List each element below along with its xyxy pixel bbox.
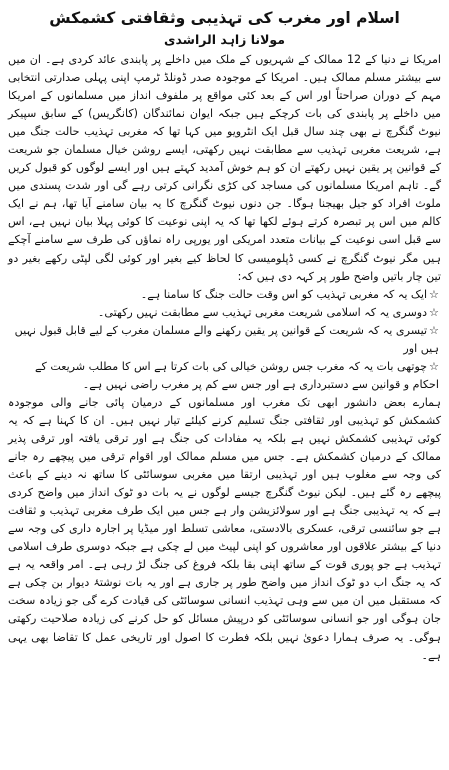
list-item-text: ایک یہ کہ مغربی تہذیب کو اس وقت حالت جنگ کا سامنا ہے۔ [140, 287, 428, 301]
author-name: مولانا زاہد الراشدی [163, 32, 285, 47]
paragraph-intro: امریکا نے دنیا کے 12 ممالک کے شہریوں کے ملک میں داخلے پر پابندی عائد کردی ہے۔ ان میں سے بیشتر مسلم ممالک ہیں۔ امریکا کے موجودہ صدر ڈونلڈ ٹرمپ اپنی پہلی صدارتی انتخابی مہم کے دوران صراحتاً اور اس کے بعد کئی مواقع پر ملفوف انداز میں مسلمانوں کے امریکا میں داخلے پر پابندی کی بات کرچکے ہیں جبکہ ایوان نمائندگان (کانگریس) کے سابق سپیکر نیوٹ گنگرچ نے بھی چند سال قبل ایک انٹرویو میں کہا تھا کہ مغربی تہذیب حالت جنگ میں ہے، شریعت مغربی تہذیب سے مطابقت نہیں رکھتی، ایسے روشن خیال مسلمان جو شریعت کے قوانین پر یقین نہیں رکھتے ان کو ہم خوش آمدید کہتے ہیں اور ایسے لوگوں کو قبول کریں گے۔ تاہم امریکا مسلمانوں کی مساجد کی کڑی نگرانی کرتی رہے گی اور شدت پسندی میں ملوث افراد کو جیل بھیجنا ہوگا۔ جن دنوں نیوٹ گنگرچ کا یہ بیان سامنے آیا تھا، ہم نے ایک کالم میں اس پر تبصرہ کرتے ہوئے لکھا تھا کہ یہ اپنی نوعیت کا کوئی پہلا بیان نہیں ہے، اس سے قبل اسی نوعیت کے بیانات متعدد امریکی اور یورپی راہ نماؤں کی طرف سے سامنے آچکے ہیں مگر نیوٹ گنگرچ نے کسی ڈپلومیسی کا لحاظ کیے بغیر اور کوئی لگی لپٹی رکھے بغیر دو تین چار باتیں واضح طور پر کہہ دی ہیں کہ: [8, 53, 441, 283]
star-icon: ☆ [429, 305, 439, 319]
star-icon: ☆ [429, 359, 439, 373]
list-item [8, 358, 441, 394]
paragraph-conclusion: ہمارے بعض دانشور ابھی تک مغرب اور مسلمانوں کے درمیان پائی جانے والی موجودہ کشمکش کو تہذیبی اور ثقافتی جنگ تسلیم کرنے کیلئے تیار نہیں ہیں۔ ان کا کہنا ہے کہ یہ کوئی تہذیبی کشمکش نہیں ہے بلکہ یہ مفادات کی جنگ ہے اور ترقی یافتہ اور ترقی پذیر ممالک کے درمیان کشمکش ہے۔ جس میں مسلم ممالک اور اقوام ترقی میں پیچھے رہ جانے کی وجہ سے مغلوب ہیں اور تہذیبی ارتقا میں مغربی سوسائٹی کا ساتھ نہ دینے کے باعث پیچھے رہ گئے ہیں۔ لیکن نیوٹ گنگرچ جیسے لوگوں نے یہ بات دو ٹوک انداز میں واضح کردی ہے کہ یہ تہذیبی جنگ ہے اور سولائزیشن وار ہے جس میں ایک طرف مغربی تہذیب و ثقافت ہے جو سائنسی ترقی، عسکری بالادستی، معاشی تسلط اور میڈیا پر اجارہ داری کی وجہ سے دنیا کے بیشتر علاقوں اور معاشروں کو اپنی لپیٹ میں لے چکی ہے جبکہ دوسری طرف اسلامی تہذیب ہے جو پوری قوت کے ساتھ اپنی بقا بلکہ فروغ کی جنگ لڑ رہی ہے۔ امر واقعہ یہ ہے کہ یہ جنگ اب دو ٹوک انداز میں واضح طور پر جاری ہے اور یہ بات نوشتۂ دیوار بن چکی ہے کہ مستقبل میں ان میں سے وہی تہذیب انسانی سوسائٹی کی قیادت کرے گی جو زیادہ سخت جان ہوگی اور جو انسانی سوسائٹی کو درپیش مسائل کو حل کرنے کی زیادہ صلاحیت رکھتی ہوگی۔ یہ صرف ہمارا دعویٰ نہیں بلکہ فطرت کا اصول اور تاریخی عمل کا تقاضا بھی یہی ہے۔ [8, 395, 441, 662]
list-item [8, 286, 441, 304]
list-item [8, 322, 441, 358]
star-icon: ☆ [429, 323, 439, 337]
article-title: اسلام اور مغرب کی تہذیبی وثقافتی کشمکش [49, 9, 400, 27]
star-icon: ☆ [429, 287, 439, 301]
list-item [8, 304, 441, 322]
list-item-text: تیسری یہ کہ شریعت کے قوانین پر یقین رکھنے والے مسلمان مغرب کے لیے قابل قبول نہیں ہیں اور [14, 323, 439, 355]
list-item-text: چوتھی بات یہ کہ مغرب جس روشن خیالی کی بات کرتا ہے اس کا مطلب شریعت کے احکام و قوانین سے دستبرداری ہے اور جس سے کم پر مغرب راضی نہیں ہے۔ [35, 359, 439, 391]
list-item-text: دوسری یہ کہ اسلامی شریعت مغربی تہذیب سے مطابقت نہیں رکھتی۔ [97, 305, 428, 319]
